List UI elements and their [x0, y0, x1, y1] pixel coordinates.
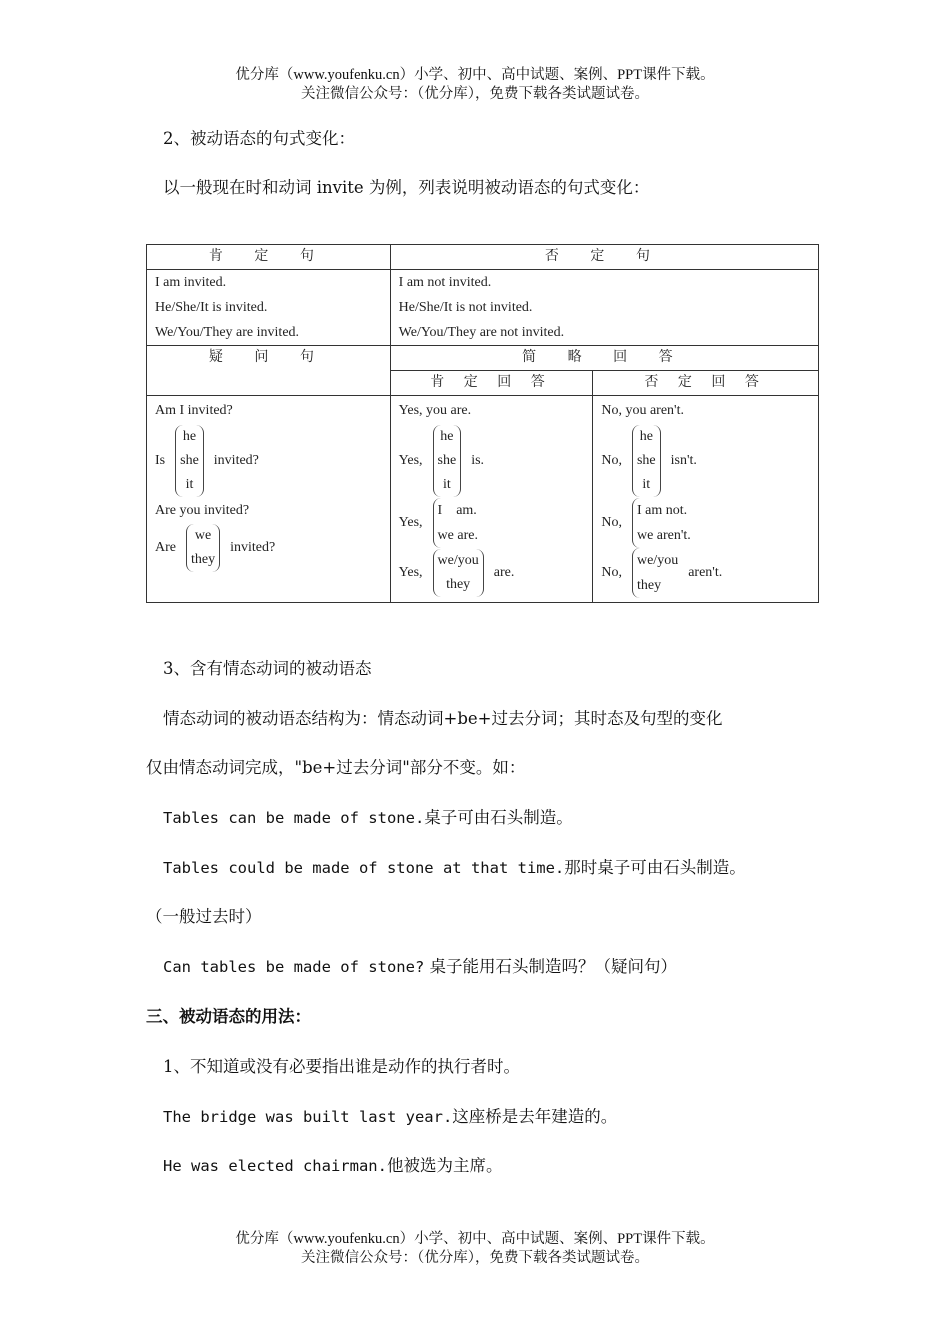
yes-answers-cell: [390, 396, 593, 603]
answer-brace: [632, 498, 691, 548]
word-yes: Yes,: [398, 565, 423, 580]
pronoun: we/you: [636, 553, 679, 568]
footer-line-2: 关注微信公众号：（优分库），免费下载各类试题试卷。: [301, 1250, 649, 1266]
section-3-paragraph-2: 仅由情态动词完成，"be+过去分词"部分不变。如：: [146, 758, 526, 777]
word-no: No,: [601, 565, 622, 580]
word-are: are.: [493, 565, 515, 580]
affirmative-cell: [147, 270, 391, 346]
section-2-intro: 以一般现在时和动词 invite 为例，列表说明被动语态的句式变化：: [163, 178, 650, 197]
question-is-block: [155, 423, 390, 498]
negative-line: We/You/They are not invited.: [398, 325, 565, 340]
word-is: is.: [471, 452, 485, 468]
no-answer-line: No, you aren't.: [601, 403, 684, 418]
question-header: 疑 问 句: [147, 346, 391, 396]
pronoun-brace: [433, 549, 484, 597]
example-en: Tables could be made of stone at that time.: [163, 859, 565, 877]
pronoun: she: [636, 452, 656, 468]
negative-line: I am not invited.: [398, 275, 492, 290]
question-are-block: [155, 523, 390, 573]
pronoun: he: [182, 428, 197, 444]
affirmative-line: We/You/They are invited.: [155, 325, 300, 340]
pronoun-brace: [632, 425, 661, 497]
negative-cell: [390, 270, 818, 346]
yes-answer-block: [399, 423, 593, 498]
negative-header: 否 定 句: [390, 245, 818, 270]
word-yes: Yes,: [398, 515, 423, 530]
example-zh: 那时桌子可由石头制造。: [564, 858, 746, 877]
example-3: [163, 956, 677, 978]
header-line-2: 关注微信公众号：（优分库），免费下载各类试题试卷。: [301, 86, 649, 102]
question-line: Are you invited?: [155, 503, 250, 518]
usage-point-1: 1、不知道或没有必要指出谁是动作的执行者时。: [163, 1057, 520, 1076]
example-zh: 这座桥是去年建造的。: [452, 1107, 618, 1126]
yes-answer-block: [399, 498, 593, 548]
no-answer-block: [601, 548, 818, 598]
yes-answer-block: [399, 548, 593, 598]
usage-example-1: [163, 1106, 617, 1128]
no-answer-block: [601, 423, 818, 498]
pronoun: it: [442, 476, 451, 492]
pronoun: we: [194, 528, 212, 543]
word-no: No,: [601, 452, 622, 468]
answer-option: we are.: [437, 528, 478, 543]
word-invited: invited?: [213, 452, 259, 468]
pronoun: she: [180, 452, 199, 468]
pronoun-brace: [632, 548, 678, 598]
affirmative-line: I am invited.: [155, 275, 227, 290]
passive-voice-table: [146, 244, 819, 603]
short-yes-header: 肯 定 回 答: [390, 371, 593, 396]
word-is: Is: [155, 452, 166, 468]
example-en: Can tables be made of stone?: [163, 958, 425, 976]
pronoun: he: [639, 428, 653, 444]
pronoun: it: [185, 476, 194, 492]
usage-title: 三、被动语态的用法：: [146, 1007, 311, 1026]
example-en: Tables can be made of stone.: [163, 809, 425, 827]
answer-brace: [433, 498, 478, 548]
yes-answer-line: Yes, you are.: [398, 403, 472, 418]
pronoun: they: [636, 578, 662, 593]
no-answers-cell: [593, 396, 819, 603]
word-are: Are: [155, 540, 176, 555]
question-line: Am I invited?: [155, 403, 233, 418]
pronoun: he: [440, 428, 454, 444]
short-no-header: 否 定 回 答: [593, 371, 819, 396]
usage-example-2: [163, 1155, 502, 1177]
pronoun-brace: [186, 524, 220, 572]
affirmative-line: He/She/It is invited.: [155, 300, 268, 315]
word-yes: Yes,: [398, 452, 423, 468]
answer-option: we aren't.: [636, 528, 691, 543]
page-header: [0, 66, 950, 104]
example-zh: 他被选为主席。: [386, 1156, 503, 1175]
section-2-title: 2、被动语态的句式变化：: [163, 129, 355, 148]
pronoun: they: [446, 577, 471, 592]
short-answer-header: 简 略 回 答: [390, 346, 818, 371]
example-zh: 桌子可由石头制造。: [424, 808, 573, 827]
section-3-title: 3、含有情态动词的被动语态: [163, 659, 372, 678]
example-2: [163, 857, 746, 879]
pronoun: they: [191, 552, 216, 567]
no-answer-block: [601, 498, 818, 548]
word-arent: aren't.: [688, 565, 723, 580]
example-en: The bridge was built last year.: [163, 1108, 453, 1126]
section-3-paragraph-1: 情态动词的被动语态结构为：情态动词+be+过去分词；其时态及句型的变化: [163, 709, 723, 728]
pronoun-brace: [175, 425, 204, 497]
answer-option: I am not.: [636, 503, 688, 518]
example-zh: 桌子能用石头制造吗？（疑问句）: [429, 957, 678, 976]
word-isnt: isn't.: [670, 452, 697, 468]
affirmative-header: 肯 定 句: [147, 245, 391, 270]
header-line-1: 优分库（www.youfenku.cn）小学、初中、高中试题、案例、PPT课件下载。: [235, 67, 715, 83]
pronoun: it: [642, 476, 651, 492]
answer-option: I am.: [437, 503, 477, 518]
footer-line-1: 优分库（www.youfenku.cn）小学、初中、高中试题、案例、PPT课件下载。: [235, 1231, 715, 1247]
example-2-note: （一般过去时）: [146, 907, 262, 926]
example-en: He was elected chairman.: [163, 1157, 387, 1175]
page-footer: [0, 1230, 950, 1268]
negative-line: He/She/It is not invited.: [398, 300, 533, 315]
pronoun-brace: [433, 425, 462, 497]
questions-cell: [147, 396, 391, 603]
pronoun: she: [437, 452, 457, 468]
example-1: [163, 807, 573, 829]
word-invited: invited?: [230, 540, 276, 555]
word-no: No,: [601, 515, 622, 530]
pronoun: we/you: [437, 553, 479, 568]
